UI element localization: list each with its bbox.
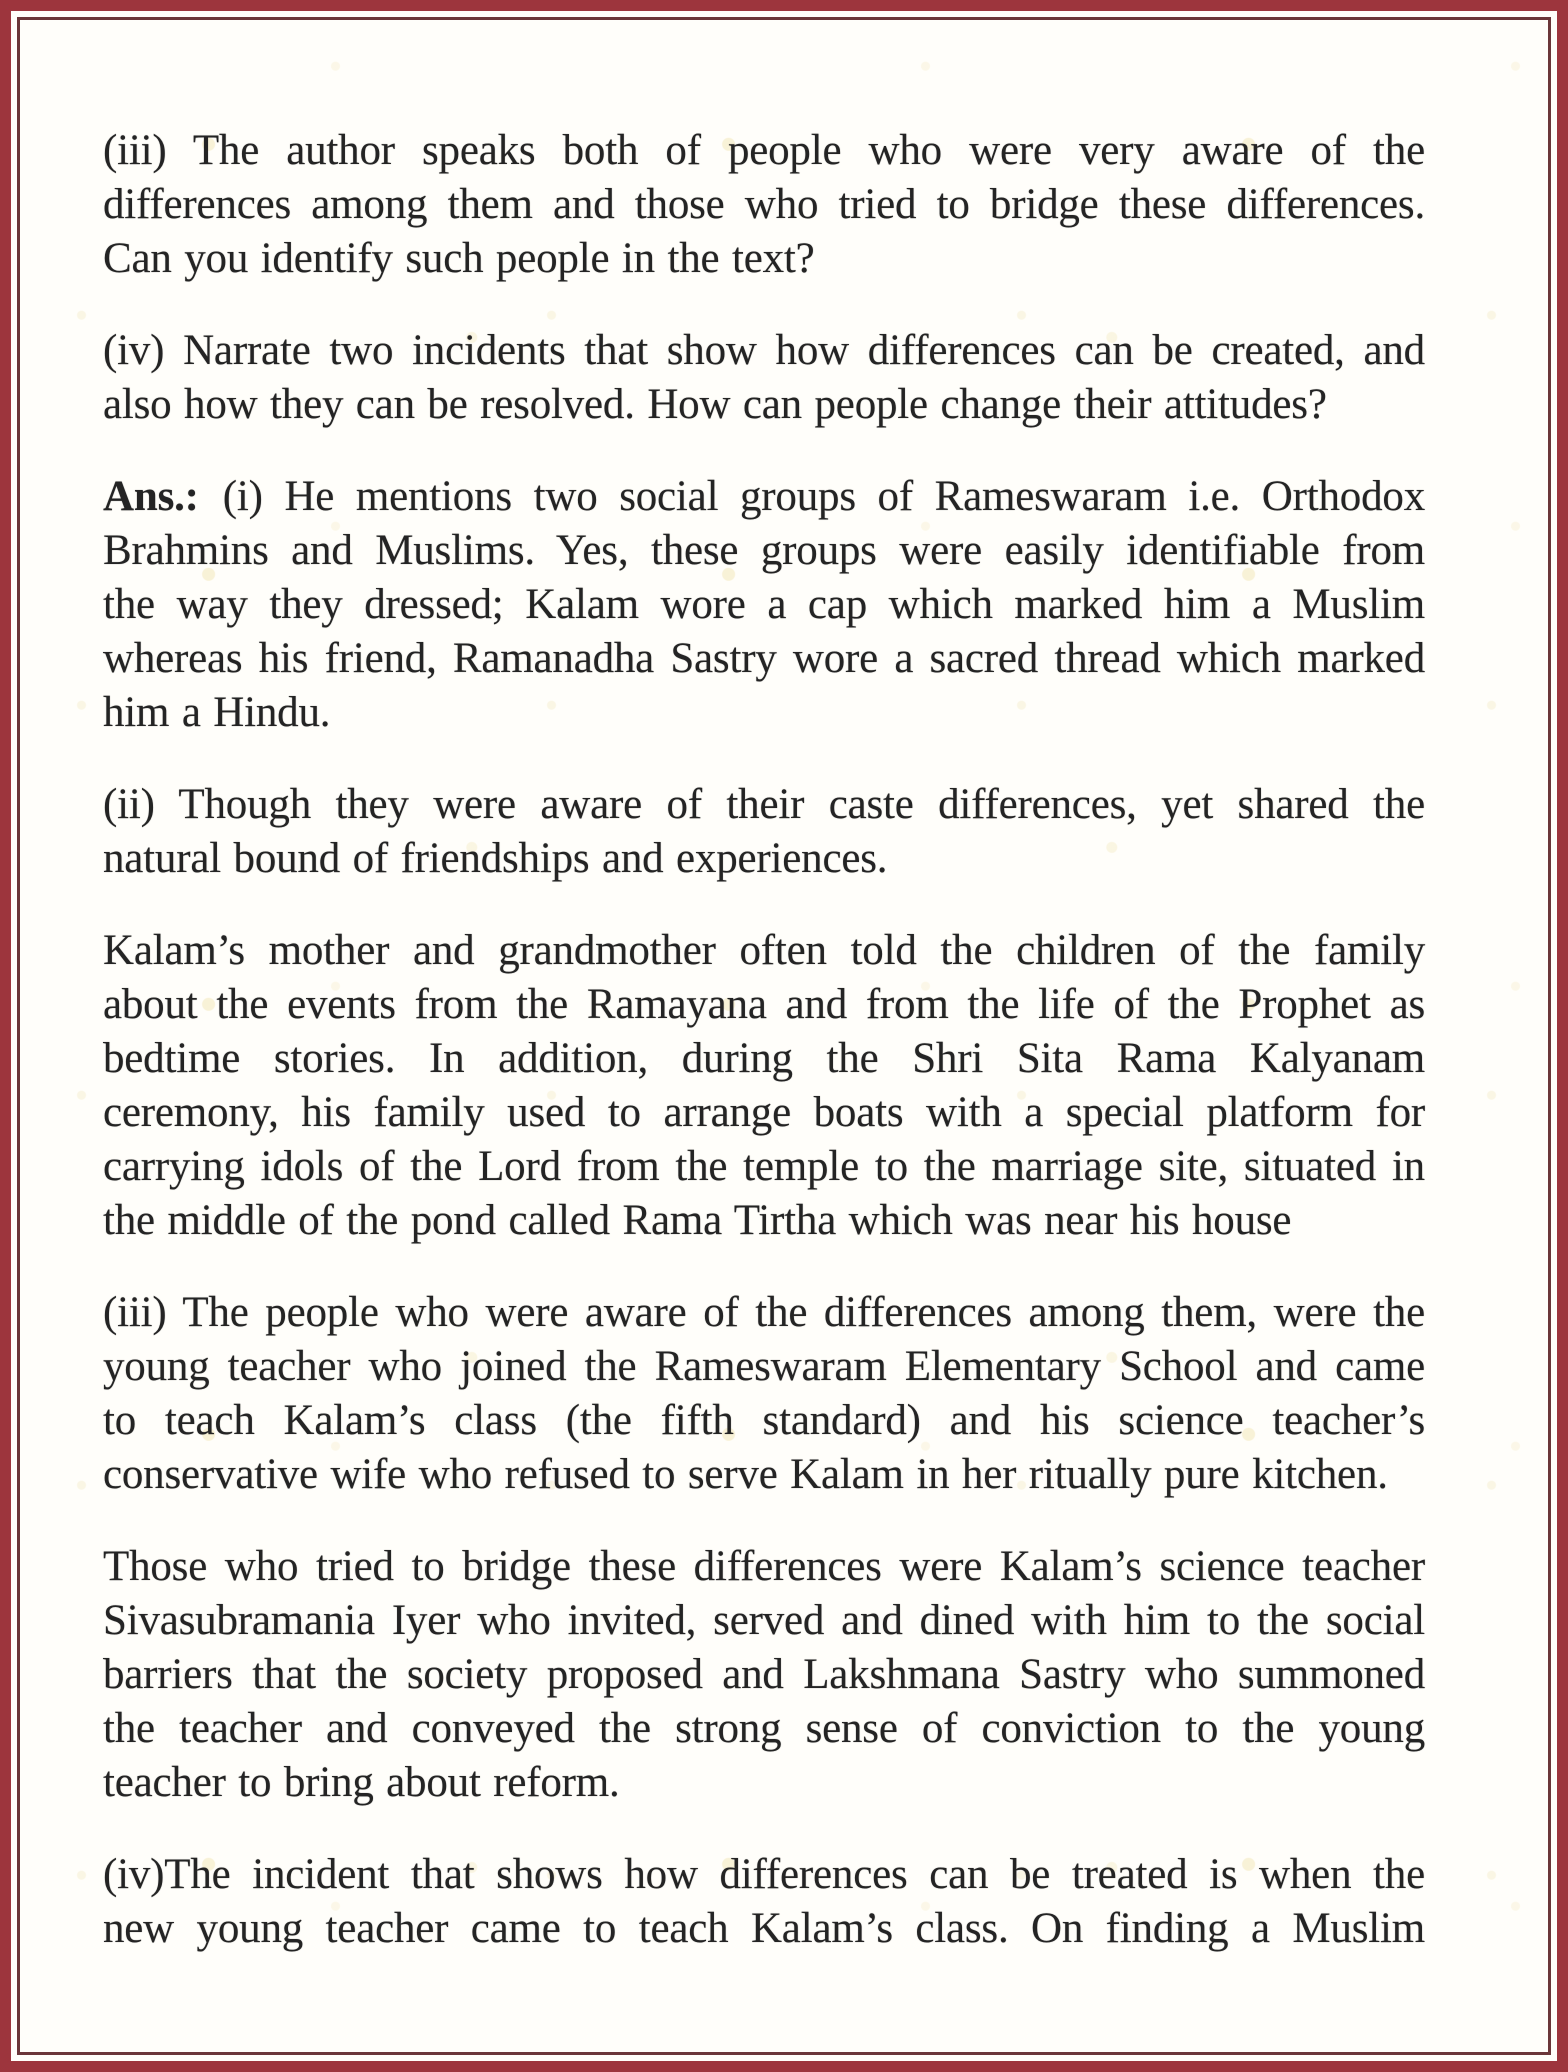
text-line: differences among them and those who tried to bridge these differences. xyxy=(103,181,1425,228)
text-line: bedtime stories. In addition, during the Shri Sita Rama Kalyanam xyxy=(103,1035,1425,1082)
text-line: (iii) The author speaks both of people who were very aware of the xyxy=(103,127,1425,174)
paragraph xyxy=(103,1848,1425,1956)
text-line: ceremony, his family used to arrange boats with a special platform for xyxy=(103,1089,1425,1136)
paragraph xyxy=(103,778,1425,886)
text-line: Brahmins and Muslims. Yes, these groups were easily identifiable from xyxy=(103,527,1425,574)
text-line: him a Hindu. xyxy=(103,689,331,736)
text-line: whereas his friend, Ramanadha Sastry wore a sacred thread which marked xyxy=(103,635,1425,682)
paragraph xyxy=(103,470,1425,740)
text-line: the middle of the pond called Rama Tirtha which was near his house xyxy=(103,1197,1292,1244)
text-line: barriers that the society proposed and Lakshmana Sastry who summoned xyxy=(103,1651,1425,1698)
paragraph xyxy=(103,924,1425,1248)
text-line: also how they can be resolved. How can people change their attitudes? xyxy=(103,381,1327,428)
text-line: (iv) Narrate two incidents that show how differences can be created, and xyxy=(103,327,1425,374)
document-body xyxy=(20,20,1548,1956)
text-line: carrying idols of the Lord from the temple to the marriage site, situated in xyxy=(103,1143,1425,1190)
paragraph xyxy=(103,124,1425,286)
text-line: the teacher and conveyed the strong sense of conviction to the young xyxy=(103,1705,1425,1752)
text-line: Sivasubramania Iyer who invited, served and dined with him to the social xyxy=(103,1597,1425,1644)
text-line: new young teacher came to teach Kalam’s class. On finding a Muslim xyxy=(103,1905,1425,1952)
text-line: (ii) Though they were aware of their caste differences, yet shared the xyxy=(103,781,1425,828)
paragraph xyxy=(103,1286,1425,1502)
text-line: Kalam’s mother and grandmother often told the children of the family xyxy=(103,927,1425,974)
text-line: conservative wife who refused to serve Kalam in her ritually pure kitchen. xyxy=(103,1451,1388,1498)
text-line: teacher to bring about reform. xyxy=(103,1759,620,1806)
paragraph xyxy=(103,324,1425,432)
page-inner-frame xyxy=(17,17,1551,2055)
text-line: (iii) The people who were aware of the differences among them, were the xyxy=(103,1289,1425,1336)
text-line: natural bound of friendships and experiences. xyxy=(103,835,888,882)
text-line: Those who tried to bridge these differences were Kalam’s science teacher xyxy=(103,1543,1425,1590)
text-line: the way they dressed; Kalam wore a cap which marked him a Muslim xyxy=(103,581,1425,628)
text-line: Can you identify such people in the text? xyxy=(103,235,815,282)
answer-label: Ans.: xyxy=(103,473,199,520)
paragraph xyxy=(103,1540,1425,1810)
text-line: to teach Kalam’s class (the fifth standard) and his science teacher’s xyxy=(103,1397,1425,1444)
text-line: young teacher who joined the Rameswaram Elementary School and came xyxy=(103,1343,1425,1390)
text-line: Ans.: (i) He mentions two social groups of Rameswaram i.e. Orthodox xyxy=(103,473,1425,520)
text-line: (iv)The incident that shows how differences can be treated is when the xyxy=(103,1851,1425,1898)
text-line: about the events from the Ramayana and from the life of the Prophet as xyxy=(103,981,1425,1028)
